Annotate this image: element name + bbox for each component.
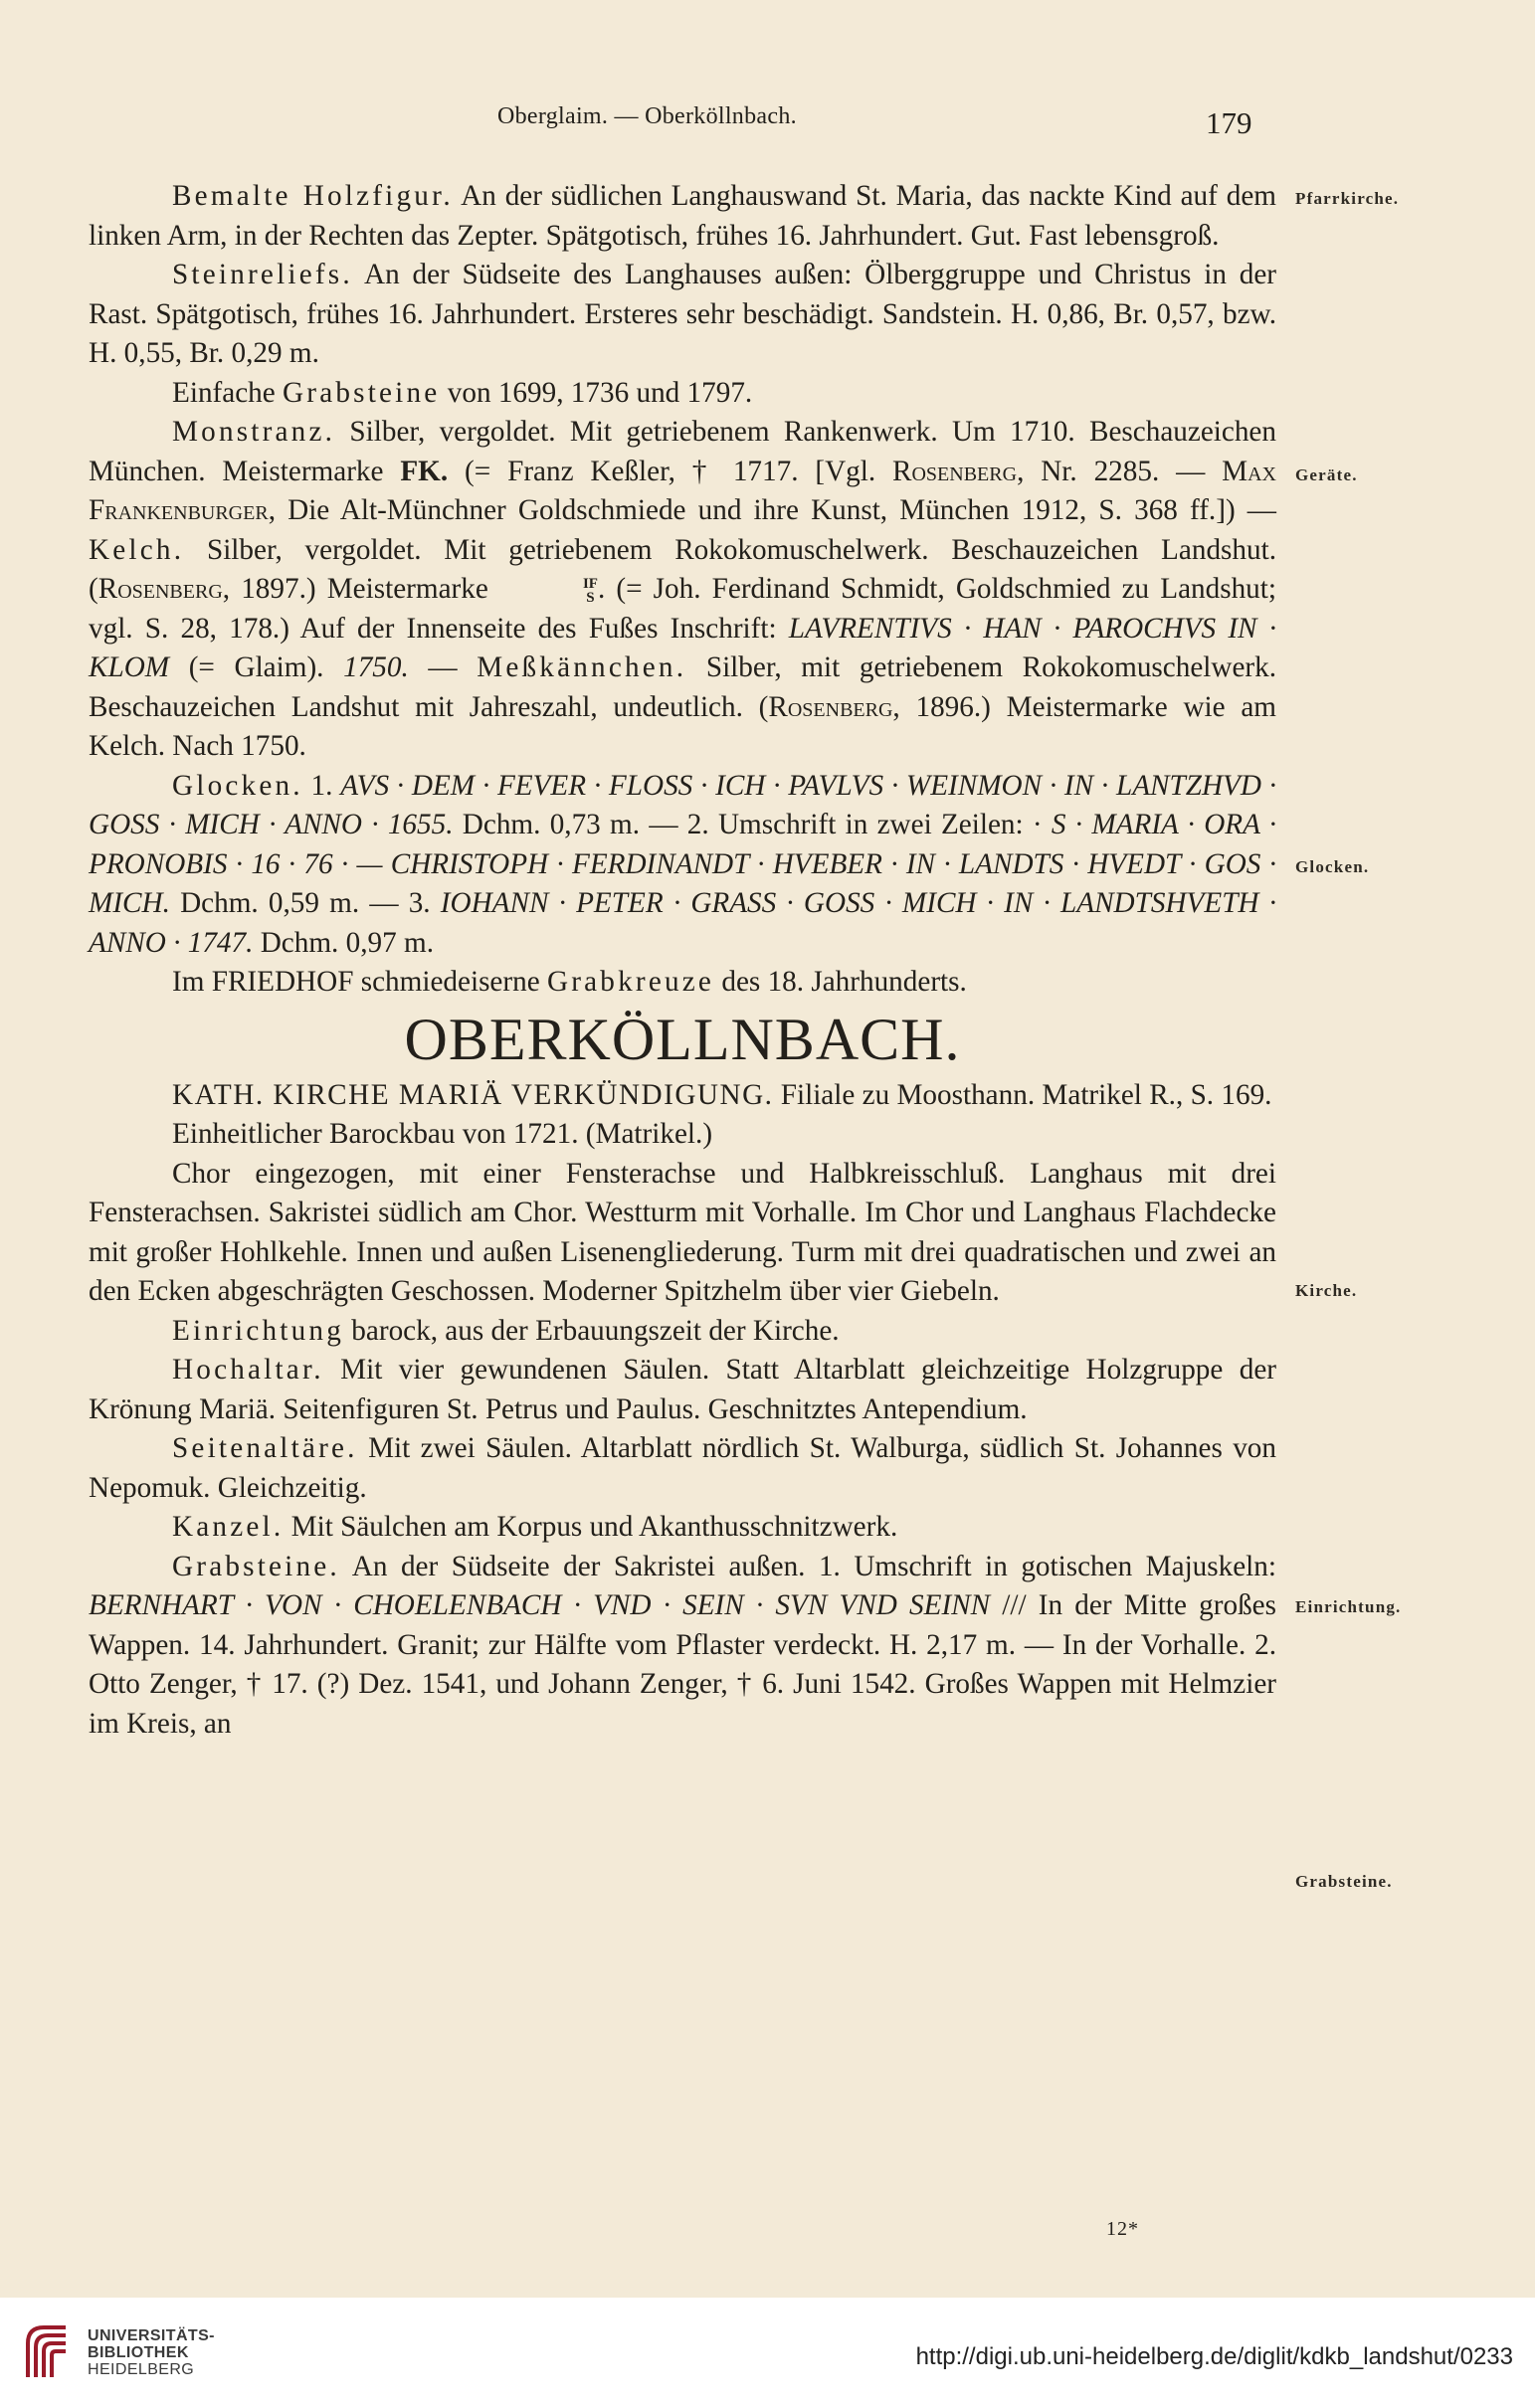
paragraph-grabsteine-2 xyxy=(89,1548,1276,1745)
text: Im FRIEDHOF schmiedeiserne xyxy=(172,966,547,998)
text: Einfache xyxy=(172,376,284,409)
master-mark-fk: FK. xyxy=(400,455,449,487)
margin-note-grabsteine: Grabsteine. xyxy=(1295,1872,1393,1891)
text: Filiale zu Moosthann. Matrikel R., S. 169. xyxy=(773,1078,1272,1111)
text: , 1896.) Meistermarke wie am Kelch. Nach 1750. xyxy=(89,690,1276,762)
text: Dchm. 0,59 m. — 3. xyxy=(169,887,441,919)
section-title: OBERKÖLLNBACH. xyxy=(404,1006,961,1072)
term-grabsteine: Grabsteine. xyxy=(172,1550,340,1582)
ref-rosenberg: Rosenberg xyxy=(97,573,223,605)
inscription: LAVRENTIVS · HAN · PAROCHVS IN · KLOM xyxy=(89,612,1276,683)
library-logo-icon xyxy=(22,2317,78,2387)
paragraph-holzfigur xyxy=(89,177,1276,256)
term-glocken: Glocken. xyxy=(172,769,303,802)
page-number: 179 xyxy=(1206,105,1252,140)
text: des 18. Jahrhunderts. xyxy=(714,966,967,998)
text: von 1699, 1736 und 1797. xyxy=(440,376,753,409)
text: (= Franz Keßler, † 1717. [Vgl. xyxy=(448,455,893,487)
text: Mit zwei Säulen. Altarblatt nördlich St. Walburga, südlich St. Johannes von Nepomuk. Gleichzeitig. xyxy=(89,1432,1276,1504)
term-monstranz: Monstranz. xyxy=(172,416,336,448)
master-mark-ifs xyxy=(499,577,598,605)
library-name-line: UNIVERSITÄTS- xyxy=(88,2327,215,2344)
paragraph-grabsteine-1 xyxy=(89,374,1276,414)
running-head: Oberglaim. — Oberköllnbach. xyxy=(497,103,797,129)
library-footer xyxy=(0,2298,1535,2408)
text: barock, aus der Erbauungszeit der Kirche. xyxy=(344,1314,840,1347)
paragraph-beschreibung xyxy=(89,1155,1276,1312)
term-kanzel: Kanzel. xyxy=(172,1511,285,1543)
margin-note-einrichtung: Einrichtung. xyxy=(1295,1597,1402,1616)
inscription: BERNHART · VON · CHOELENBACH · VND · SEIN · SVN VND SEINN xyxy=(89,1589,991,1621)
text: Silber, mit getriebenem Rokokomuschelwerk. Beschauzeichen Landshut mit Jahreszahl, undeutlich. ( xyxy=(89,651,1277,723)
ref-rosenberg: Rosenberg xyxy=(768,690,893,723)
term-grabsteine: Grabsteine xyxy=(283,376,441,409)
inscription: IOHANN · PETER · GRASS · GOSS · MICH · IN · LANDTSHVETH · ANNO · 1747. xyxy=(89,887,1276,959)
text: — xyxy=(408,651,478,683)
margin-note-glocken: Glocken. xyxy=(1295,857,1370,876)
library-name-line: HEIDELBERG xyxy=(88,2361,195,2378)
paragraph-kirche xyxy=(89,1076,1276,1116)
text: An der südlichen Langhauswand St. Maria, das nackte Kind auf dem linken Arm, in der Rechten das Zepter. Spätgotisch, frühes 16. Jahrhundert. Gut. Fast lebensgroß. xyxy=(89,180,1276,252)
margin-note-geraete: Geräte. xyxy=(1295,465,1358,484)
term-kelch: Kelch. xyxy=(89,533,185,566)
body-text xyxy=(89,177,1276,1744)
term-grabkreuze: Grabkreuze xyxy=(546,966,715,998)
text: , 1897.) Meistermarke xyxy=(222,573,499,605)
text: 1. xyxy=(302,769,341,802)
paragraph-friedhof xyxy=(89,963,1276,1003)
term-messkaennchen: Meßkännchen. xyxy=(477,651,687,683)
page-header xyxy=(0,99,1535,139)
inscription: AVS · DEM · FEVER · FLOSS · ICH · PAVLVS · WEINMON · IN · LANTZHVD · GOSS · MICH · ANNO · 1655. xyxy=(89,769,1277,840)
text: Dchm. 0,97 m. xyxy=(253,926,435,959)
margin-note-kirche: Kirche. xyxy=(1295,1281,1358,1300)
paragraph-einrichtung xyxy=(89,1312,1276,1352)
paragraph-monstranz xyxy=(89,413,1276,767)
margin-note-pfarrkirche: Pfarrkirche. xyxy=(1295,189,1400,208)
library-name-line: BIBLIOTHEK xyxy=(88,2344,189,2361)
text: . (= Joh. Ferdinand Schmidt, Goldschmied zu Landshut; vgl. S. 28, 178.) Auf der Innenseite des Fußes Inschrift: xyxy=(89,573,1276,645)
text: /// In der Mitte großes Wappen. 14. Jahrhundert. Granit; zur Hälfte vom Pflaster verdeckt. H. 2,17 m. — In der Vorhalle. 2. Otto Zenger, † 17. (?) Dez. 1541, und Johann Zenger, † 6. Juni 1542. Großes Wappen mit Helmzier im Kreis, an xyxy=(89,1589,1276,1740)
text: Mit vier gewundenen Säulen. Statt Altarblatt gleichzeitige Holzgruppe der Krönung Mariä. Seitenfiguren St. Petrus und Paulus. Geschnitztes Antependium. xyxy=(89,1354,1276,1425)
ref-rosenberg: Rosenberg xyxy=(892,455,1018,487)
church-name: KATH. KIRCHE MARIÄ VERKÜNDIGUNG. xyxy=(172,1078,774,1111)
mark-top: IF xyxy=(582,576,598,593)
text: Chor eingezogen, mit einer Fensterachse und Halbkreisschluß. Langhaus mit drei Fensterachsen. Sakristei südlich am Chor. Westturm mit Vorhalle. Im Chor und Langhaus Flachdecke mit großer Hohlkehle. Innen und außen Lisenengliederung. Turm mit drei quadratischen und zwei an den Ecken abgeschrägten Geschossen. Moderner Spitzhelm über vier Giebeln. xyxy=(89,1157,1276,1307)
term-steinreliefs: Steinreliefs. xyxy=(172,259,353,290)
term-hochaltar: Hochaltar. xyxy=(172,1354,324,1386)
text: An der Südseite der Sakristei außen. 1. Umschrift in gotischen Majuskeln: xyxy=(339,1550,1276,1582)
paragraph-steinreliefs xyxy=(89,256,1276,374)
mark-bottom: S xyxy=(586,590,595,607)
paragraph-hochaltar xyxy=(89,1351,1276,1429)
printer-signature: 12* xyxy=(1106,2218,1139,2240)
text: , Die Alt-Münchner Goldschmiede und ihre Kunst, München 1912, S. 368 ff.]) — xyxy=(268,494,1276,526)
ref-frankenburger: Max Frankenburger xyxy=(89,455,1276,526)
paragraph-barockbau xyxy=(89,1115,1276,1155)
text: Mit Säulchen am Korpus und Akanthusschnitzwerk. xyxy=(284,1511,898,1543)
paragraph-seitenaltaere xyxy=(89,1429,1276,1508)
term-holzfigur: Bemalte Holzfigur. xyxy=(172,180,454,212)
text: Einheitlicher Barockbau von 1721. (Matrikel.) xyxy=(172,1118,713,1150)
text: Silber, vergoldet. Mit getriebenem Rankenwerk. Um 1710. Beschauzeichen München. Meistermarke xyxy=(89,416,1276,487)
paragraph-glocken xyxy=(89,767,1276,964)
text: , Nr. 2285. — xyxy=(1017,455,1223,487)
inscription: S · MARIA · ORA · PRONOBIS · 16 · 76 · — CHRISTOPH · FERDINANDT · HVEBER · IN · LANDTS · HVEDT · GOS · MICH. xyxy=(89,809,1276,919)
text: (= Glaim). xyxy=(169,651,344,683)
source-url[interactable]: http://digi.ub.uni-heidelberg.de/diglit/kdkb_landshut/0233 xyxy=(915,2343,1513,2370)
term-einrichtung: Einrichtung xyxy=(172,1314,344,1347)
text: An der Südseite des Langhauses außen: Ölberggruppe und Christus in der Rast. Spätgotisch, frühes 16. Jahrhundert. Ersteres sehr beschädigt. Sandstein. H. 0,86, Br. 0,57, bzw. H. 0,55, Br. 0,29 m. xyxy=(89,259,1276,369)
library-name xyxy=(88,2327,215,2378)
text: Dchm. 0,73 m. — 2. Umschrift in zwei Zeilen: · xyxy=(453,809,1052,840)
year: 1750. xyxy=(343,651,409,683)
paragraph-kanzel xyxy=(89,1508,1276,1548)
term-seitenaltaere: Seitenaltäre. xyxy=(172,1432,358,1464)
text: Silber, vergoldet. Mit getriebenem Rokokomuschelwerk. Beschauzeichen Landshut. ( xyxy=(89,533,1276,605)
